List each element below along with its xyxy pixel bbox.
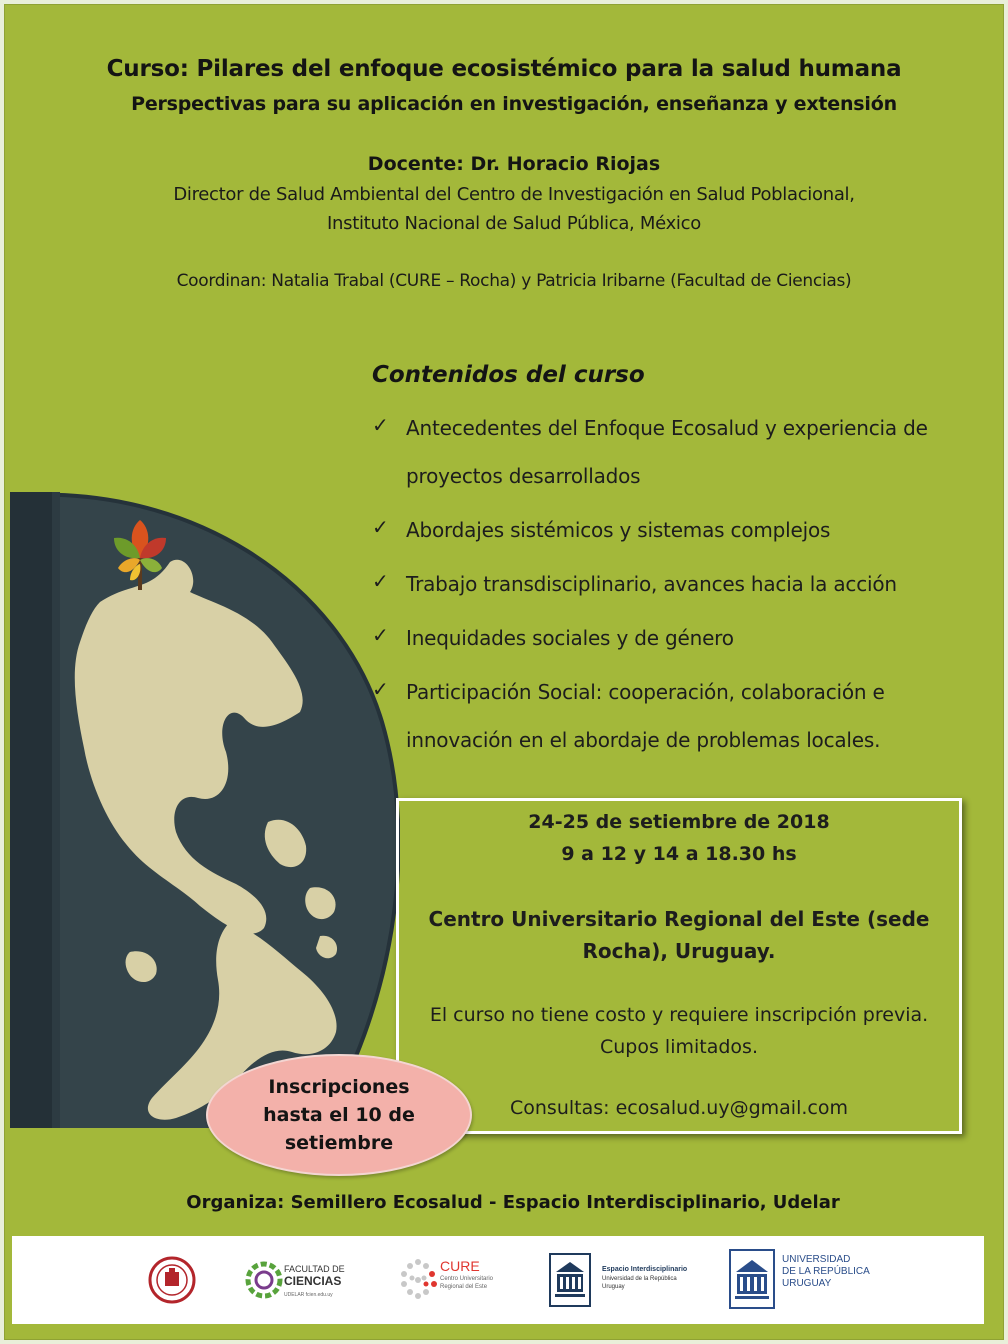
logos-bar <box>12 1236 984 1324</box>
checkmark-icon: ✓ <box>372 515 389 539</box>
ei-label-1: Espacio Interdisciplinario <box>602 1266 688 1273</box>
event-hours: 9 a 12 y 14 a 18.30 hs <box>561 843 797 865</box>
contents-heading: Contenidos del curso <box>372 362 645 388</box>
list-item <box>372 614 992 662</box>
list-item-text: Trabajo transdisciplinario, avances hacia la acción <box>406 572 897 596</box>
cure-sublabel-2: Regional del Este <box>440 1284 488 1290</box>
list-item <box>372 560 992 608</box>
ciencias-logo <box>244 1236 354 1324</box>
list-item <box>372 404 992 500</box>
udelar-label-1: UNIVERSIDAD <box>782 1254 851 1265</box>
espacio-interdisciplinario-logo <box>548 1236 688 1324</box>
contact-email[interactable]: Consultas: ecosalud.uy@gmail.com <box>510 1097 848 1119</box>
cure-logo <box>396 1236 506 1324</box>
event-venue: Centro Universitario Regional del Este (sede Rocha), Uruguay. <box>428 907 930 963</box>
event-info-box <box>396 798 962 1134</box>
list-item-text: Participación Social: cooperación, colaboración e innovación en el abordaje de problemas locales. <box>406 680 885 752</box>
teacher-affiliation-2: Instituto Nacional de Salud Pública, México <box>327 213 701 234</box>
ciencias-label-2: CIENCIAS <box>284 1274 342 1288</box>
list-item-text: Inequidades sociales y de género <box>406 626 734 650</box>
organizer-line: Organiza: Semillero Ecosalud - Espacio Interdisciplinario, Udelar <box>186 1192 840 1213</box>
teacher-affiliation-1: Director de Salud Ambiental del Centro de Investigación en Salud Poblacional, <box>173 184 855 205</box>
checkmark-icon: ✓ <box>372 413 389 437</box>
checkmark-icon: ✓ <box>372 569 389 593</box>
cure-label: CURE <box>440 1258 480 1274</box>
checkmark-icon: ✓ <box>372 677 389 701</box>
teacher-name: Docente: Dr. Horacio Riojas <box>367 153 661 175</box>
course-subtitle: Perspectivas para su aplicación en investigación, enseñanza y extensión <box>131 93 897 115</box>
list-item <box>372 668 992 764</box>
udelar-label-2: DE LA REPÚBLICA <box>782 1266 870 1277</box>
globe-illustration <box>10 492 400 1128</box>
list-item-text: Abordajes sistémicos y sistemas complejos <box>406 518 831 542</box>
deadline-text: Inscripciones hasta el 10 de setiembre <box>263 1076 415 1154</box>
udelar-logo <box>728 1236 878 1324</box>
coordinators: Coordinan: Natalia Trabal (CURE – Rocha) y Patricia Iribarne (Facultad de Ciencias) <box>176 271 852 291</box>
ei-label-2: Universidad de la República <box>602 1276 677 1282</box>
udelar-label-3: URUGUAY <box>782 1278 832 1289</box>
event-dates: 24-25 de setiembre de 2018 <box>528 811 830 833</box>
enfermeria-seal-logo <box>144 1236 200 1324</box>
ciencias-label-1: FACULTAD DE <box>284 1264 345 1274</box>
cure-sublabel-1: Centro Universitario <box>440 1276 494 1282</box>
ciencias-label-small: UDELAR fcien.edu.uy <box>284 1292 333 1298</box>
checkmark-icon: ✓ <box>372 623 389 647</box>
list-item-text: Antecedentes del Enfoque Ecosalud y experiencia de proyectos desarrollados <box>406 416 928 488</box>
ei-label-3: Uruguay <box>602 1284 625 1290</box>
contents-list <box>372 404 992 770</box>
list-item <box>372 506 992 554</box>
event-cost-note: El curso no tiene costo y requiere inscripción previa. Cupos limitados. <box>429 1004 929 1058</box>
course-title: Curso: Pilares del enfoque ecosistémico para la salud humana <box>106 56 902 82</box>
registration-deadline-badge <box>206 1054 472 1176</box>
